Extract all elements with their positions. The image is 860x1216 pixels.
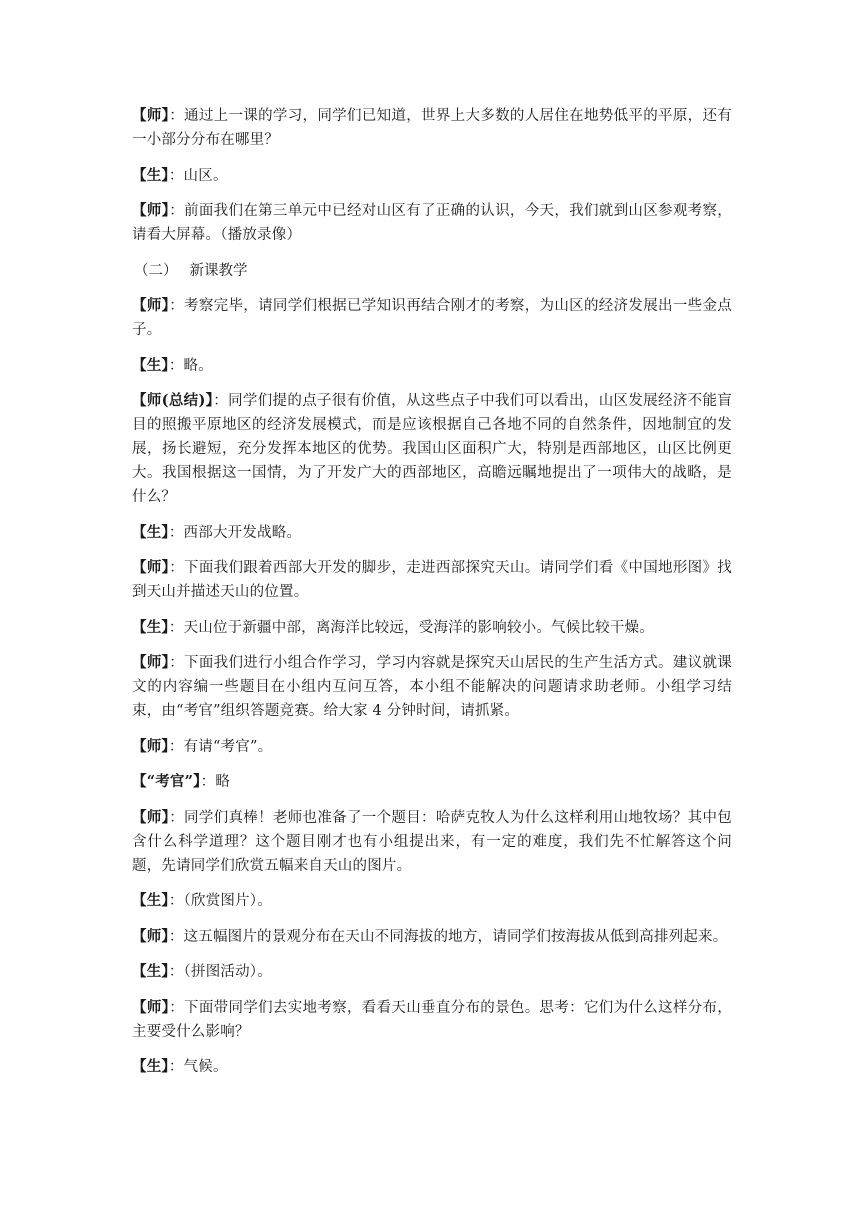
dialogue-paragraph bbox=[132, 294, 732, 342]
speaker-label: 【生】 bbox=[132, 166, 169, 184]
dialogue-paragraph bbox=[132, 104, 732, 152]
dialogue-paragraph bbox=[132, 770, 732, 794]
speaker-label: 【师】 bbox=[132, 808, 170, 826]
dialogue-text: ：同学们真棒！老师也准备了一个题目：哈萨克牧人为什么这样利用山地牧场？其中包含什么科学道理？这个题目刚才也有小组提出来，有一定的难度，我们先不忙解答这个问题，先请同学们欣赏五幅来自天山的图片。 bbox=[132, 809, 732, 874]
dialogue-text: ：西部大开发战略。 bbox=[168, 524, 302, 541]
dialogue-text: ：通过上一课的学习，同学们已知道，世界上大多数的人居住在地势低平的平原，还有一小部分分布在哪里？ bbox=[132, 108, 732, 148]
speaker-label: 【生】 bbox=[132, 963, 169, 980]
dialogue-text: ：天山位于新疆中部，离海洋比较远，受海洋的影响较小。气候比较干燥。 bbox=[168, 619, 654, 636]
speaker-label: 【生】 bbox=[132, 523, 169, 541]
dialogue-text: ：气候。 bbox=[168, 1059, 228, 1075]
speaker-label: 【生】 bbox=[132, 618, 169, 636]
dialogue-paragraph bbox=[132, 616, 732, 640]
dialogue-text: ：下面我们跟着西部大开发的脚步，走进西部探究天山。请同学们看《中国地形图》找到天山并描述天山的位置。 bbox=[132, 560, 732, 600]
dialogue-text: ：（欣赏图片）。 bbox=[168, 893, 272, 909]
dialogue-text: ：下面我们进行小组合作学习，学习内容就是探究天山居民的生产生活方式。建议就课文的内容编一些题目在小组内互问互答，本小组不能解决的问题请求助老师。小组学习结束，由“考官”组织答题竞赛。给大家 4 分钟时间，请抓紧。 bbox=[132, 655, 732, 719]
speaker-label: 【师】 bbox=[132, 202, 170, 219]
speaker-label: 【师】 bbox=[132, 927, 169, 945]
dialogue-paragraph bbox=[132, 806, 732, 878]
dialogue-paragraph bbox=[132, 996, 732, 1044]
dialogue-paragraph bbox=[132, 389, 732, 509]
dialogue-paragraph bbox=[132, 164, 732, 188]
section-number: （二） bbox=[134, 262, 178, 279]
dialogue-paragraph bbox=[132, 889, 732, 913]
speaker-label: 【师】 bbox=[132, 297, 170, 314]
dialogue-text: ：略。 bbox=[168, 357, 213, 374]
speaker-label: 【“考官”】 bbox=[132, 773, 201, 790]
dialogue-text: ：略 bbox=[200, 774, 231, 790]
dialogue-paragraph bbox=[132, 1055, 732, 1079]
dialogue-paragraph bbox=[132, 651, 732, 723]
speaker-label: 【生】 bbox=[132, 1058, 169, 1075]
speaker-label: 【师(总结)】 bbox=[132, 392, 214, 409]
dialogue-paragraph bbox=[132, 960, 732, 984]
dialogue-paragraph bbox=[132, 925, 732, 949]
dialogue-text: ：这五幅图片的景观分布在天山不同海拔的地方，请同学们按海拔从低到高排列起来。 bbox=[168, 928, 728, 945]
dialogue-paragraph bbox=[132, 556, 732, 604]
speaker-label: 【师】 bbox=[132, 654, 170, 671]
dialogue-text: ：前面我们在第三单元中已经对山区有了正确的认识，今天，我们就到山区参观考察，请看大屏幕。（播放录像） bbox=[132, 203, 732, 243]
section-heading bbox=[132, 259, 732, 283]
dialogue-text: ：山区。 bbox=[168, 167, 228, 184]
dialogue-text: ：有请“考官”。 bbox=[168, 738, 273, 755]
dialogue-text: ：考察完毕，请同学们根据已学知识再结合刚才的考察，为山区的经济发展出一些金点子。 bbox=[132, 298, 732, 338]
speaker-label: 【师】 bbox=[132, 998, 170, 1016]
speaker-label: 【生】 bbox=[132, 892, 169, 909]
speaker-label: 【师】 bbox=[132, 107, 170, 124]
dialogue-text: ：下面带同学们去实地考察，看看天山垂直分布的景色。思考：它们为什么这样分布，主要受什么影响？ bbox=[132, 999, 732, 1040]
dialogue-paragraph bbox=[132, 735, 732, 759]
dialogue-text: ：（拼图活动）。 bbox=[168, 964, 272, 980]
dialogue-text: ：同学们提的点子很有价值，从这些点子中我们可以看出，山区发展经济不能盲目的照搬平原地区的经济发展模式，而是应该根据自己各地不同的自然条件，因地制宜的发展，扬长避短，充分发挥本地区的优势。我国山区面积广大，特别是西部地区，山区比例更大。我国根据这一国情，为了开发广大的西部地区，高瞻远瞩地提出了一项伟大的战略，是什么？ bbox=[132, 393, 732, 505]
section-title: 新课教学 bbox=[189, 262, 248, 279]
dialogue-paragraph bbox=[132, 199, 732, 247]
speaker-label: 【师】 bbox=[132, 737, 169, 755]
dialogue-paragraph bbox=[132, 354, 732, 378]
document-page bbox=[132, 104, 732, 1091]
speaker-label: 【生】 bbox=[132, 356, 169, 374]
speaker-label: 【师】 bbox=[132, 559, 170, 576]
dialogue-paragraph bbox=[132, 521, 732, 545]
